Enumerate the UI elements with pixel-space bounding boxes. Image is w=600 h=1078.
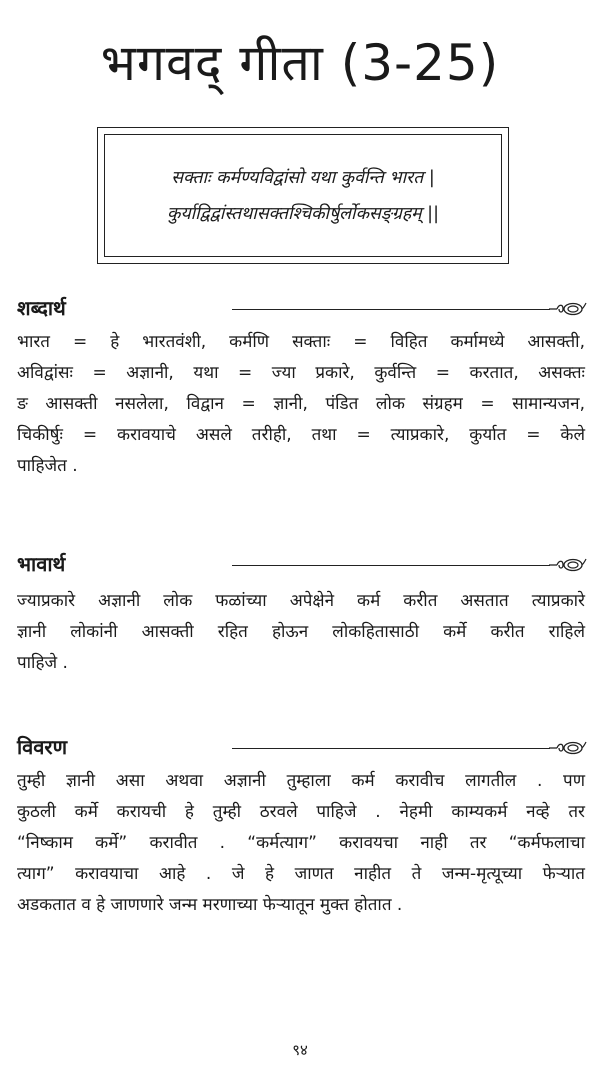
verse-line-1: सक्ताः कर्मण्यविद्वांसो यथा कुर्वन्ति भारत | bbox=[171, 168, 435, 188]
body-line: भारत = हे भारतवंशी, कर्मणि सक्ताः = विहित कर्मामध्ये आसक्ती, bbox=[17, 332, 585, 352]
scroll-flourish-icon bbox=[549, 298, 587, 320]
section-heading: विवरण bbox=[17, 735, 68, 759]
body-line: तुम्ही ज्ञानी असा अथवा अज्ञानी तुम्हाला कर्म करावीच लागतील . पण bbox=[17, 771, 585, 791]
body-line: अडकतात व हे जाणणारे जन्म मरणाच्या फेऱ्यातून मुक्त होतात . bbox=[17, 895, 403, 915]
section-body-vivaran bbox=[17, 766, 585, 921]
section-header-bhavarth bbox=[17, 550, 587, 580]
body-line: चिकीर्षुः = करावयाचे असले तरीही, तथा = त्याप्रकारे, कुर्यात = केले bbox=[17, 425, 585, 445]
section-heading: शब्दार्थ bbox=[17, 296, 66, 320]
body-line: पाहिजे . bbox=[17, 653, 68, 673]
section-body-shabdarth bbox=[17, 327, 585, 482]
body-line: ङ आसक्ती नसलेला, विद्वान = ज्ञानी, पंडित लोक संग्रहम = सामान्यजन, bbox=[17, 394, 585, 414]
scroll-flourish-icon bbox=[549, 554, 587, 576]
heading-rule bbox=[232, 309, 550, 310]
section-header-vivaran bbox=[17, 733, 587, 763]
section-header-shabdarth bbox=[17, 294, 587, 324]
body-line: ज्याप्रकारे अज्ञानी लोक फळांच्या अपेक्षेने कर्म करीत असतात त्याप्रकारे bbox=[17, 591, 585, 611]
verse-box-inner bbox=[104, 134, 502, 257]
verse-box bbox=[97, 127, 509, 264]
body-line: ज्ञानी लोकांनी आसक्ती रहित होऊन लोकहितासाठी कर्मे करीत राहिले bbox=[17, 622, 585, 642]
verse-line-2: कुर्याद्विद्वांस्तथासक्तश्चिकीर्षुर्लोकसङ्ग्रहम् || bbox=[167, 204, 439, 224]
page-title: भगवद् गीता (3-25) bbox=[100, 34, 500, 92]
body-line: अविद्वांसः = अज्ञानी, यथा = ज्या प्रकारे, कुर्वन्ति = करतात, असक्तः bbox=[17, 363, 585, 383]
section-body-bhavarth bbox=[17, 586, 585, 679]
scroll-flourish-icon bbox=[549, 737, 587, 759]
body-line: त्याग” करावयाचा आहे . जे हे जाणत नाहीत ते जन्म-मृत्यूच्या फेऱ्यात bbox=[17, 864, 585, 884]
heading-rule bbox=[232, 748, 550, 749]
section-heading: भावार्थ bbox=[17, 552, 66, 576]
page-number: ९४ bbox=[292, 1041, 308, 1059]
body-line: “निष्काम कर्मे” करावीत . “कर्मत्याग” करावयचा नाही तर “कर्मफलाचा bbox=[17, 833, 585, 853]
heading-rule bbox=[232, 565, 550, 566]
body-line: पाहिजेत . bbox=[17, 456, 78, 476]
body-line: कुठली कर्मे करायची हे तुम्ही ठरवले पाहिजे . नेहमी काम्यकर्म नव्हे तर bbox=[17, 802, 585, 822]
